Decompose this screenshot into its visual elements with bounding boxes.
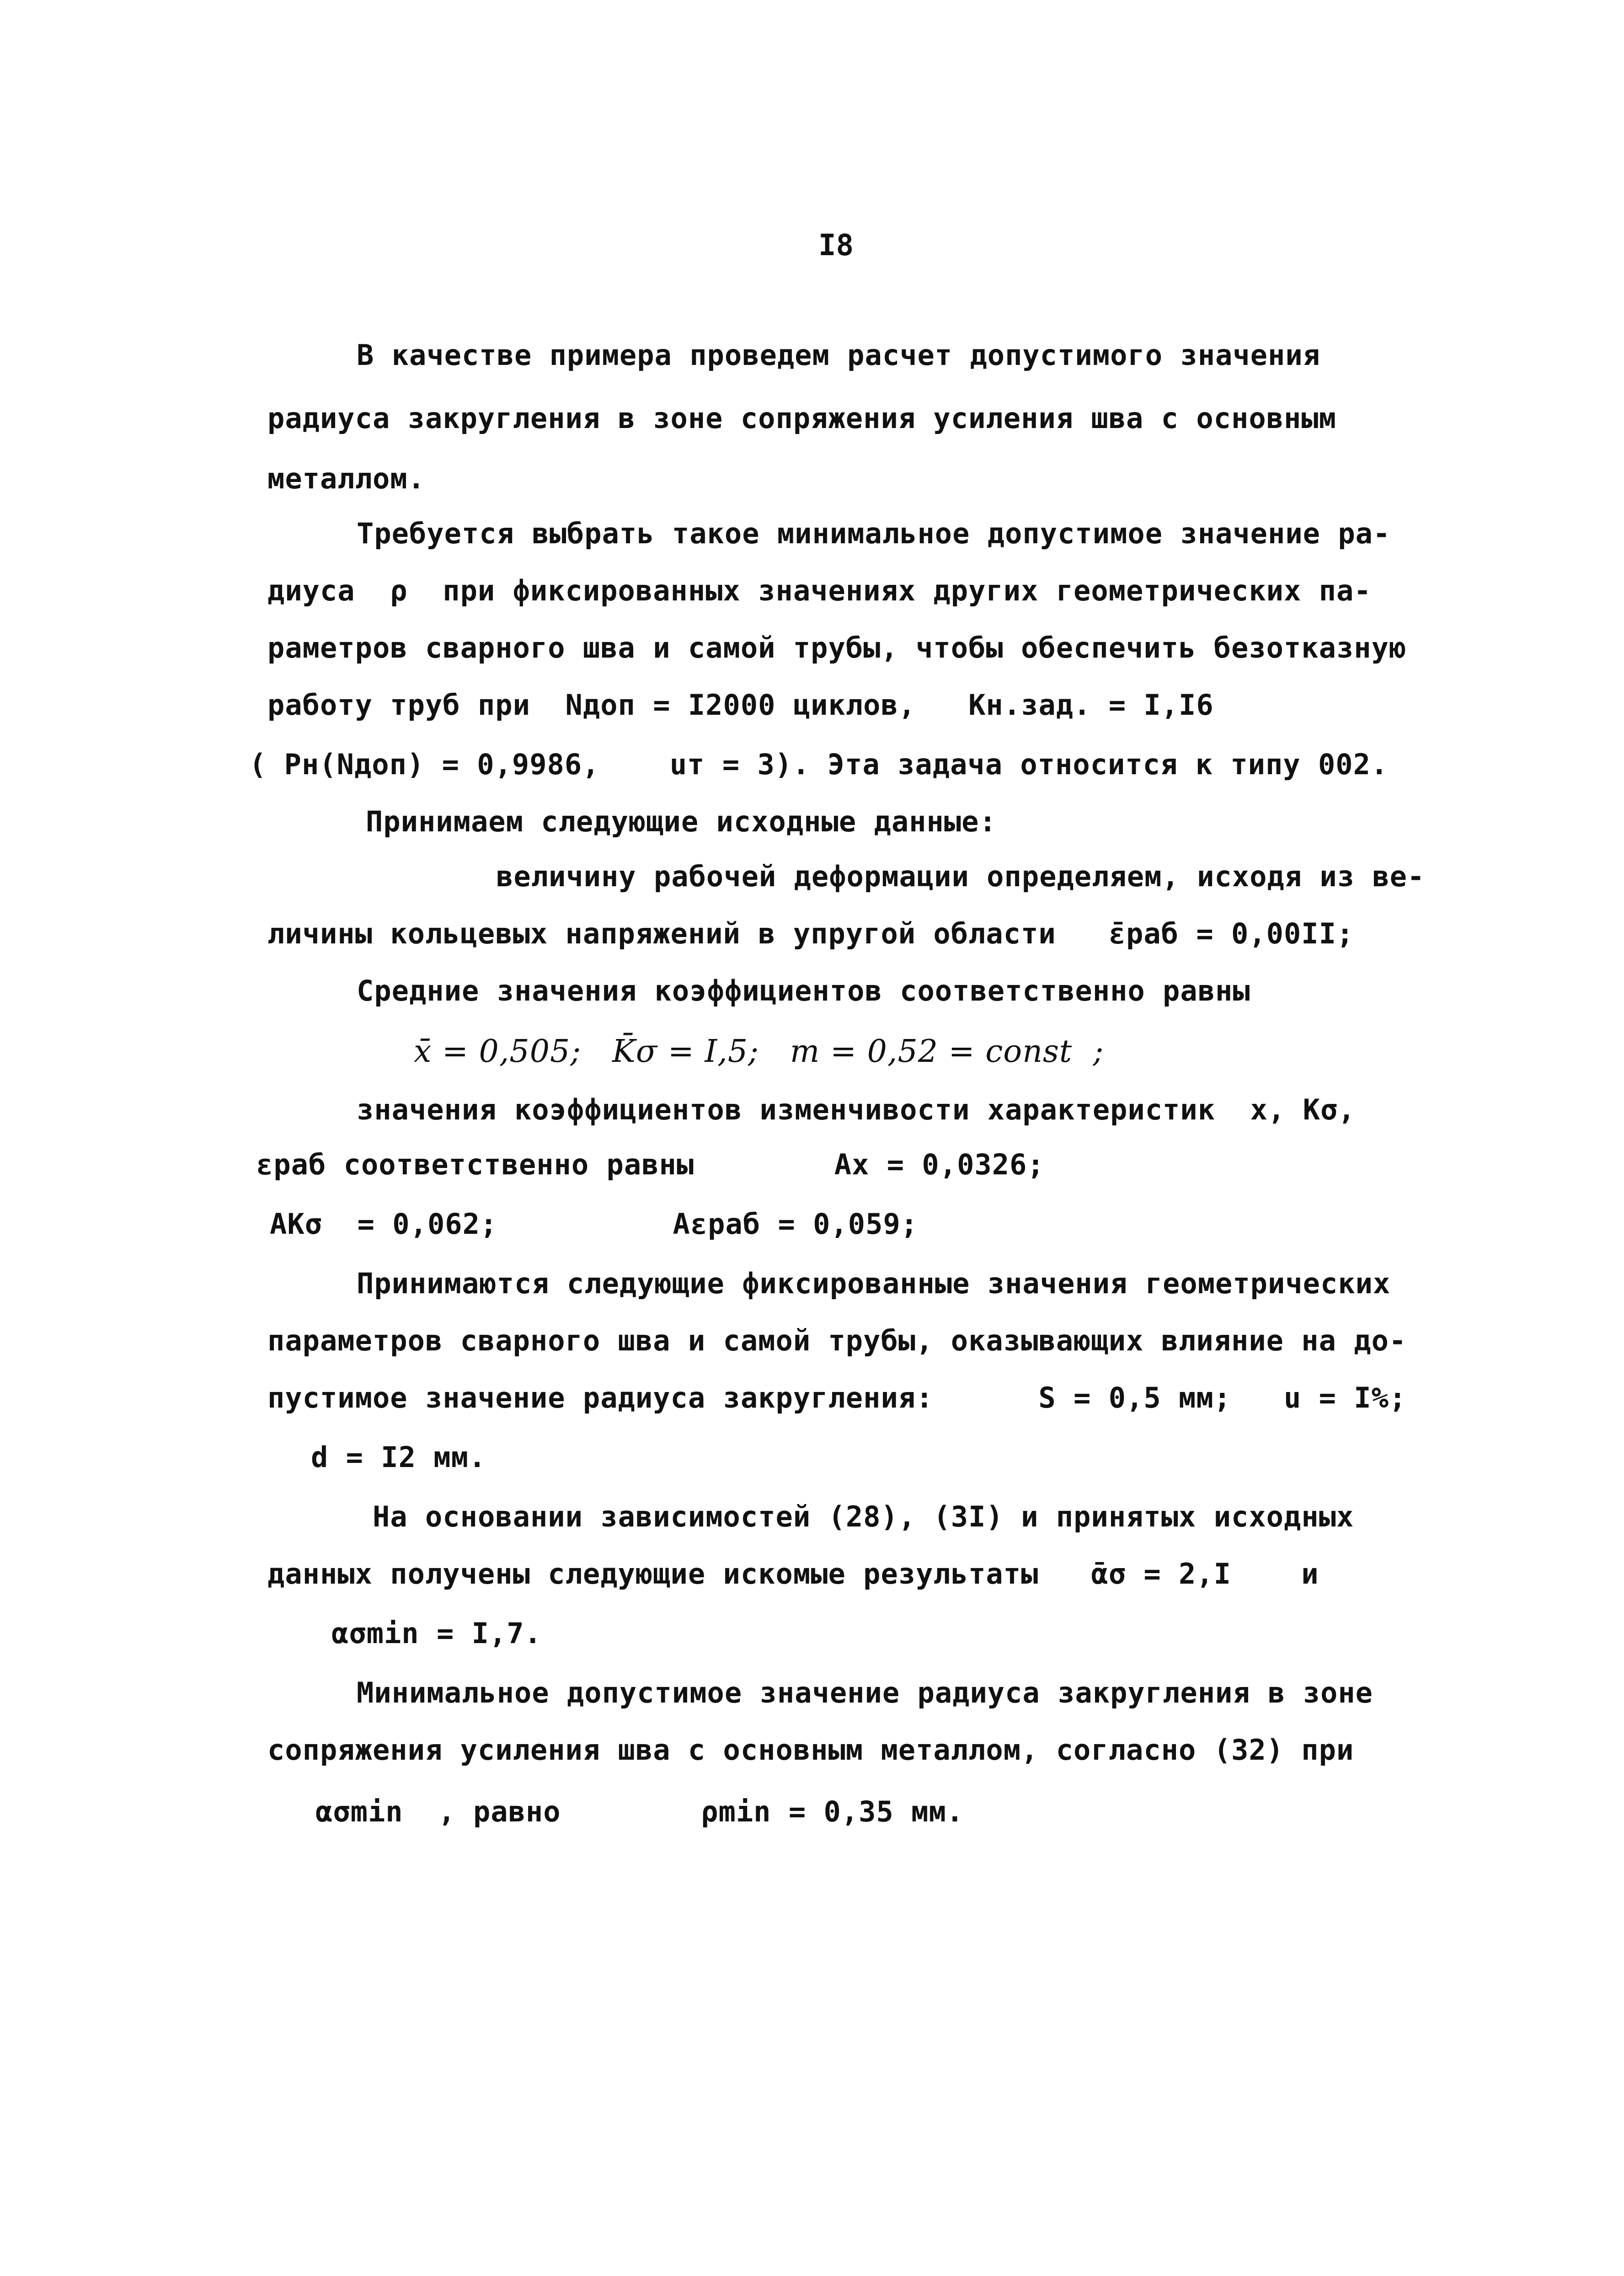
text-line-14: значения коэффициентов изменчивости характеристик x, Kσ, <box>357 1093 1356 1126</box>
text-line-19: пустимое значение радиуса закругления: S = 0,5 мм; u = I%; <box>267 1381 1407 1414</box>
text-line-5: диуса ρ при фиксированных значениях других геометрических па- <box>267 574 1372 607</box>
text-line-21: На основании зависимостей (28), (3I) и принятых исходных <box>373 1500 1354 1533</box>
text-line-8: ( Pн(Nдоп) = 0,9986, uт = 3). Эта задача относится к типу 002. <box>249 748 1389 781</box>
text-line-17: Принимаются следующие фиксированные значения геометрических <box>357 1267 1391 1300</box>
text-line-4: Требуется выбрать такое минимальное допустимое значение ра- <box>357 517 1391 550</box>
text-line-25: сопряжения усиления шва с основным металлом, согласно (32) при <box>267 1733 1354 1767</box>
text-line-10: величину рабочей деформации определяем, исходя из ве- <box>496 860 1425 893</box>
text-line-2: радиуса закругления в зоне сопряжения усиления шва с основным <box>267 402 1336 435</box>
text-line-9: Принимаем следующие исходные данные: <box>366 805 997 838</box>
text-line-7: работу труб при Nдоп = I2000 циклов, Kн.зад. = I,I6 <box>267 688 1214 722</box>
text-line-18: параметров сварного шва и самой трубы, оказывающих влияние на до- <box>267 1324 1407 1357</box>
text-line-15: εраб соответственно равны Ax = 0,0326; <box>256 1148 1045 1181</box>
text-line-20: d = I2 мм. <box>311 1441 486 1474</box>
text-line-3: металлом. <box>267 462 425 495</box>
formula-line-13: x̄ = 0,505; K̄σ = I,5; m = 0,52 = const ; <box>414 1034 1104 1070</box>
text-line-6: раметров сварного шва и самой трубы, чтобы обеспечить безотказную <box>267 631 1407 664</box>
text-line-24: Минимальное допустимое значение радиуса закругления в зоне <box>357 1676 1373 1709</box>
text-line-23: ασmin = I,7. <box>331 1617 542 1650</box>
text-line-26: ασmin , равно ρmin = 0,35 мм. <box>315 1795 964 1828</box>
page-number: I8 <box>818 229 854 262</box>
text-line-16: AKσ = 0,062; Aεраб = 0,059; <box>270 1207 919 1241</box>
text-line-12: Средние значения коэффициентов соответственно равны <box>357 974 1250 1007</box>
text-line-1: В качестве примера проведем расчет допустимого значения <box>357 338 1320 372</box>
text-line-11: личины кольцевых напряжений в упругой области ε̄раб = 0,00II; <box>267 917 1354 950</box>
text-line-22: данных получены следующие искомые результаты ᾱσ = 2,I и <box>267 1557 1319 1591</box>
